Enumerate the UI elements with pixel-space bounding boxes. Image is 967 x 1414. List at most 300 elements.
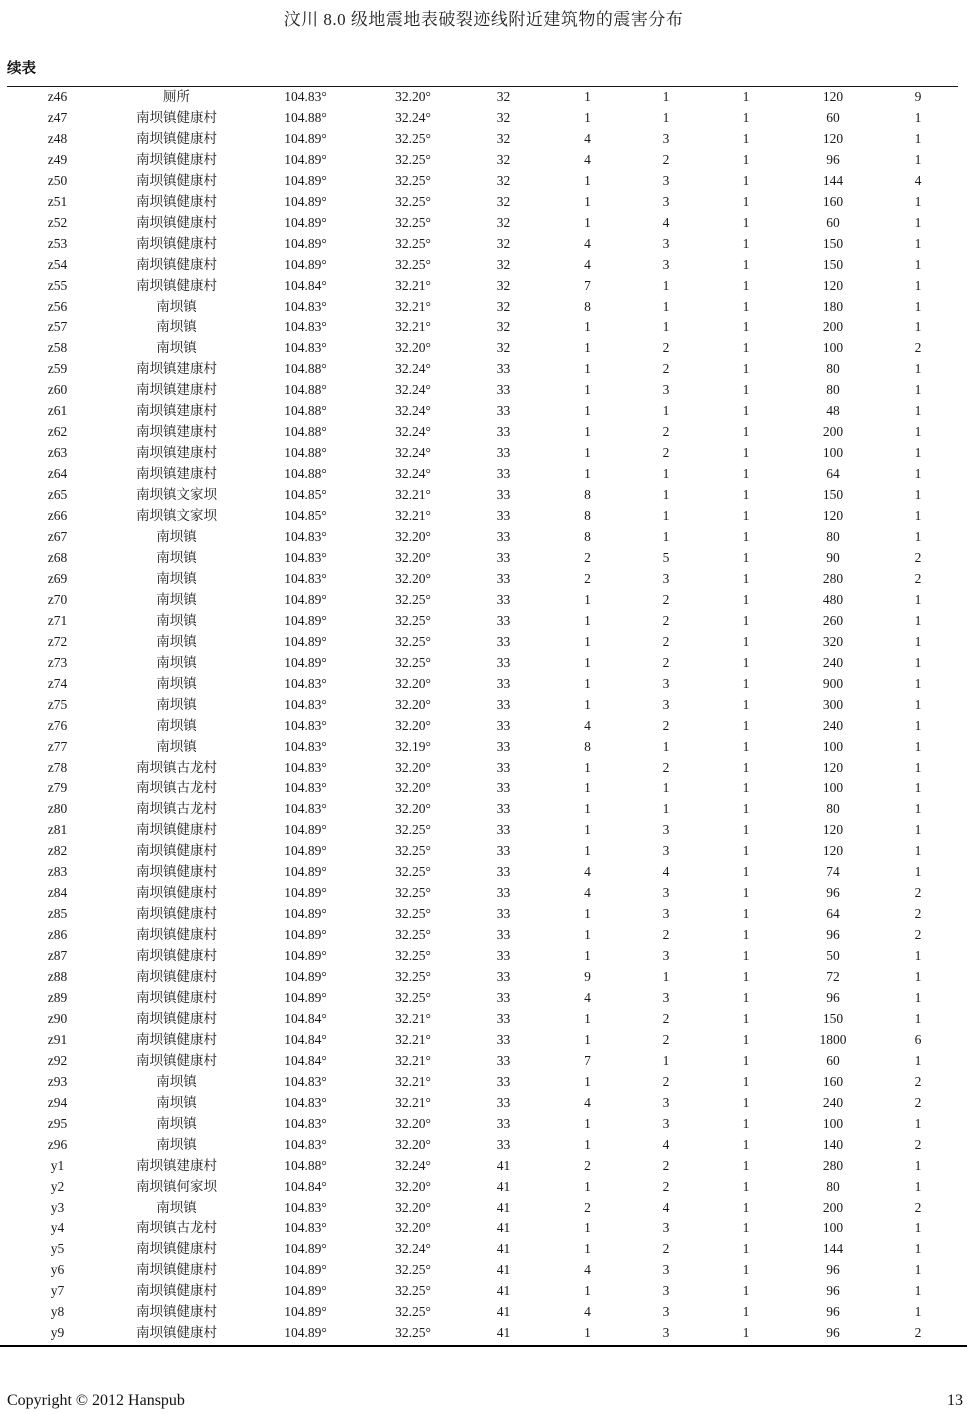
- table-cell: 1: [742, 214, 750, 230]
- table-cell: 104.83°: [284, 1073, 327, 1089]
- table-cell: 1: [914, 466, 922, 482]
- table-cell: 1: [914, 445, 922, 461]
- table-cell: 1: [914, 1220, 922, 1236]
- table-cell: 104.83°: [284, 675, 327, 691]
- table-cell: 144: [822, 1241, 844, 1257]
- table-cell: z94: [47, 1094, 68, 1110]
- table-cell: 80: [826, 382, 840, 398]
- table-cell: 33: [496, 801, 511, 817]
- table-cell: 南坝镇建康村: [136, 382, 217, 398]
- table-cell: 1: [742, 780, 750, 796]
- table-cell: 33: [496, 969, 511, 985]
- table-cell: 32.20°: [395, 340, 431, 356]
- table-cell: 1: [914, 654, 922, 670]
- table-cell: 1: [584, 633, 591, 649]
- table-cell: 32.24°: [395, 403, 431, 419]
- table-cell: 南坝镇健康村: [136, 864, 217, 880]
- table-cell: 1: [662, 801, 670, 817]
- table-row: [7, 799, 958, 820]
- table-cell: 33: [496, 822, 511, 838]
- table-cell: z83: [47, 864, 68, 880]
- table-cell: 2: [914, 570, 922, 586]
- table-cell: 104.83°: [284, 298, 327, 314]
- table-cell: 4: [584, 1094, 591, 1110]
- table-row: [7, 234, 958, 255]
- table-cell: 南坝镇健康村: [136, 1262, 217, 1278]
- table-cell: 32.25°: [395, 989, 431, 1005]
- footer-divider: [0, 1345, 967, 1347]
- table-cell: 1: [662, 969, 670, 985]
- table-cell: 2: [662, 1031, 670, 1047]
- table-row: [7, 1218, 958, 1239]
- table-cell: 1: [662, 403, 670, 419]
- table-cell: 104.83°: [284, 738, 327, 754]
- table-cell: 64: [826, 466, 840, 482]
- table-row: [7, 1051, 958, 1072]
- table-cell: 1: [914, 403, 922, 419]
- table-cell: 1: [742, 989, 750, 1005]
- table-cell: 南坝镇: [156, 1094, 197, 1110]
- table-cell: 32.20°: [395, 529, 431, 545]
- table-cell: 1: [584, 843, 591, 859]
- table-cell: 41: [496, 1262, 511, 1278]
- table-cell: 32.24°: [395, 424, 431, 440]
- table-cell: 1: [742, 487, 750, 503]
- table-cell: 南坝镇: [156, 591, 197, 607]
- table-cell: 90: [826, 549, 840, 565]
- table-cell: 32.24°: [395, 1241, 431, 1257]
- table-cell: 104.88°: [284, 445, 327, 461]
- table-cell: 1: [584, 1325, 591, 1341]
- table-cell: 1: [742, 1136, 750, 1152]
- table-cell: 1: [914, 675, 922, 691]
- table-cell: 72: [826, 969, 840, 985]
- table-cell: 南坝镇健康村: [136, 214, 217, 230]
- table-row: [7, 737, 958, 758]
- table-cell: 1: [662, 1052, 670, 1068]
- table-cell: 104.83°: [284, 319, 327, 335]
- table-cell: 7: [584, 1052, 591, 1068]
- table-cell: 2: [662, 1241, 670, 1257]
- table-cell: 1: [742, 591, 750, 607]
- table-cell: z95: [47, 1115, 68, 1131]
- table-cell: 32: [496, 319, 511, 335]
- table-cell: 100: [822, 780, 844, 796]
- table-cell: 33: [496, 382, 511, 398]
- table-cell: 1: [584, 801, 591, 817]
- table-cell: 32.20°: [395, 717, 431, 733]
- table-cell: 1: [584, 109, 591, 125]
- table-cell: 3: [662, 130, 670, 146]
- table-cell: 33: [496, 612, 511, 628]
- table-cell: 2: [662, 1010, 670, 1026]
- table-cell: 2: [662, 361, 670, 377]
- table-cell: 1: [742, 508, 750, 524]
- table-cell: z71: [47, 612, 68, 628]
- table-cell: 1: [914, 1241, 922, 1257]
- table-cell: 南坝镇: [156, 298, 197, 314]
- table-cell: 4: [914, 172, 922, 188]
- table-cell: 104.83°: [284, 340, 327, 356]
- table-cell: 南坝镇: [156, 717, 197, 733]
- table-cell: 33: [496, 1115, 511, 1131]
- table-cell: 厕所: [163, 89, 190, 104]
- table-cell: 1: [742, 361, 750, 377]
- table-cell: 南坝镇: [156, 1199, 197, 1215]
- table-cell: 32.25°: [395, 885, 431, 901]
- table-cell: 104.84°: [284, 1178, 327, 1194]
- table-cell: 8: [584, 298, 591, 314]
- table-cell: 104.89°: [284, 633, 327, 649]
- table-cell: 96: [826, 1304, 840, 1320]
- table-cell: 南坝镇古龙村: [136, 1220, 217, 1236]
- table-cell: 南坝镇: [156, 529, 197, 545]
- table-cell: 1: [742, 109, 750, 125]
- table-cell: 1: [584, 906, 591, 922]
- table-cell: 104.89°: [284, 989, 327, 1005]
- table-row: [7, 862, 958, 883]
- table-cell: 3: [662, 885, 670, 901]
- table-cell: 南坝镇古龙村: [136, 801, 217, 817]
- table-row: [7, 883, 958, 904]
- table-cell: 104.83°: [284, 570, 327, 586]
- page-footer: [0, 1392, 967, 1414]
- table-cell: 32.25°: [395, 612, 431, 628]
- table-cell: 33: [496, 654, 511, 670]
- table-cell: 50: [826, 948, 840, 964]
- table-row: [7, 87, 958, 108]
- table-cell: 32.20°: [395, 570, 431, 586]
- table-row: [7, 590, 958, 611]
- table-cell: 3: [662, 193, 670, 209]
- table-cell: 120: [822, 822, 844, 838]
- table-cell: 32.25°: [395, 172, 431, 188]
- table-cell: 104.88°: [284, 382, 327, 398]
- table-cell: 32.24°: [395, 109, 431, 125]
- table-cell: z46: [47, 89, 68, 104]
- table-cell: 1: [914, 1304, 922, 1320]
- table-row: [7, 527, 958, 548]
- table-cell: 南坝镇何家坝: [136, 1178, 217, 1194]
- table-cell: 32.25°: [395, 256, 431, 272]
- table-cell: 2: [914, 1325, 922, 1341]
- table-cell: 南坝镇健康村: [136, 130, 217, 146]
- table-row: [7, 716, 958, 737]
- table-cell: 1: [914, 633, 922, 649]
- table-cell: 1: [742, 1031, 750, 1047]
- table-cell: 104.89°: [284, 256, 327, 272]
- table-cell: 1: [584, 466, 591, 482]
- table-cell: 1: [742, 549, 750, 565]
- table-cell: 104.89°: [284, 1283, 327, 1299]
- table-row: [7, 1030, 958, 1051]
- table-row: [7, 192, 958, 213]
- table-cell: 32: [496, 235, 511, 251]
- table-cell: z55: [47, 277, 68, 293]
- table-cell: 104.83°: [284, 759, 327, 775]
- table-cell: 1: [914, 801, 922, 817]
- table-cell: 南坝镇古龙村: [136, 780, 217, 796]
- table-row: [7, 485, 958, 506]
- table-cell: 60: [826, 109, 840, 125]
- table-cell: 41: [496, 1199, 511, 1215]
- table-cell: z70: [47, 591, 68, 607]
- table-cell: 32.25°: [395, 654, 431, 670]
- table-cell: 4: [584, 885, 591, 901]
- table-cell: 1: [742, 675, 750, 691]
- table-cell: 1: [742, 696, 750, 712]
- table-cell: 32.24°: [395, 1157, 431, 1173]
- table-cell: 3: [662, 235, 670, 251]
- table-cell: z51: [47, 193, 68, 209]
- table-cell: 1: [742, 633, 750, 649]
- table-cell: 32.21°: [395, 1094, 431, 1110]
- table-cell: 3: [662, 948, 670, 964]
- table-cell: 1: [742, 445, 750, 461]
- table-cell: 240: [822, 717, 844, 733]
- table-cell: 1: [742, 1178, 750, 1194]
- table-row: [7, 380, 958, 401]
- table-cell: 104.89°: [284, 927, 327, 943]
- table-cell: 104.83°: [284, 89, 327, 104]
- table-cell: 32.25°: [395, 969, 431, 985]
- table-cell: 100: [822, 738, 844, 754]
- table-cell: z59: [47, 361, 68, 377]
- table-cell: 南坝镇: [156, 738, 197, 754]
- table-cell: 1: [742, 969, 750, 985]
- table-cell: 1: [584, 780, 591, 796]
- page-number: 13: [947, 1392, 963, 1409]
- table-cell: 1: [742, 885, 750, 901]
- table-cell: 120: [822, 843, 844, 859]
- table-cell: 1: [914, 1157, 922, 1173]
- table-cell: 1: [914, 717, 922, 733]
- table-cell: 33: [496, 780, 511, 796]
- table-cell: 33: [496, 1136, 511, 1152]
- table-cell: 4: [662, 214, 670, 230]
- table-cell: 104.88°: [284, 109, 327, 125]
- table-cell: 南坝镇文家坝: [136, 487, 217, 503]
- table-cell: 104.89°: [284, 1325, 327, 1341]
- table-row: [7, 1323, 958, 1344]
- table-cell: 1: [584, 612, 591, 628]
- table-cell: 1: [584, 193, 591, 209]
- table-cell: 2: [662, 445, 670, 461]
- table-cell: 1: [662, 780, 670, 796]
- table-cell: 1: [742, 654, 750, 670]
- table-cell: 1: [584, 1136, 591, 1152]
- table-cell: 1: [584, 403, 591, 419]
- table-row: [7, 653, 958, 674]
- table-cell: 1: [914, 759, 922, 775]
- table-cell: z87: [47, 948, 68, 964]
- table-cell: 2: [662, 612, 670, 628]
- table-cell: 320: [822, 633, 844, 649]
- table-cell: 南坝镇健康村: [136, 1031, 217, 1047]
- table-cell: 33: [496, 738, 511, 754]
- table-row: [7, 695, 958, 716]
- table-cell: 32.21°: [395, 1031, 431, 1047]
- table-cell: 1: [914, 319, 922, 335]
- table-cell: 32.25°: [395, 1325, 431, 1341]
- table-cell: 南坝镇: [156, 1115, 197, 1131]
- table-cell: 32: [496, 89, 511, 104]
- table-cell: 1: [584, 89, 591, 104]
- table-cell: 南坝镇健康村: [136, 969, 217, 985]
- table-cell: 1: [742, 843, 750, 859]
- table-cell: 南坝镇: [156, 675, 197, 691]
- table-cell: 1800: [819, 1031, 847, 1047]
- table-cell: 200: [822, 1199, 844, 1215]
- table-cell: z88: [47, 969, 68, 985]
- table-cell: 1: [914, 1283, 922, 1299]
- table-cell: 33: [496, 1052, 511, 1068]
- table-cell: 南坝镇建康村: [136, 1157, 217, 1173]
- table-cell: 104.89°: [284, 654, 327, 670]
- table-cell: 120: [822, 277, 844, 293]
- table-cell: 4: [584, 1304, 591, 1320]
- table-cell: 南坝镇健康村: [136, 1304, 217, 1320]
- table-cell: 104.89°: [284, 1241, 327, 1257]
- table-cell: 2: [914, 927, 922, 943]
- table-cell: 32.21°: [395, 1073, 431, 1089]
- table-cell: 32.25°: [395, 130, 431, 146]
- table-cell: z81: [47, 822, 68, 838]
- table-cell: 1: [914, 780, 922, 796]
- table-cell: 南坝镇健康村: [136, 989, 217, 1005]
- table-cell: z63: [47, 445, 68, 461]
- table-cell: 1: [914, 109, 922, 125]
- table-cell: 6: [914, 1031, 922, 1047]
- table-cell: 1: [914, 864, 922, 880]
- table-cell: 1: [584, 382, 591, 398]
- table-cell: y5: [50, 1241, 65, 1257]
- table-cell: 96: [826, 1262, 840, 1278]
- table-cell: z56: [47, 298, 68, 314]
- table-cell: 80: [826, 1178, 840, 1194]
- table-cell: 2: [662, 424, 670, 440]
- table-cell: 32.25°: [395, 1283, 431, 1299]
- table-cell: z66: [47, 508, 68, 524]
- table-cell: 104.83°: [284, 1115, 327, 1131]
- table-cell: 32.21°: [395, 1010, 431, 1026]
- table-cell: 104.83°: [284, 1220, 327, 1236]
- table-cell: 74: [826, 864, 840, 880]
- table-cell: 1: [914, 969, 922, 985]
- table-cell: 280: [822, 1157, 844, 1173]
- table-cell: 南坝镇健康村: [136, 1241, 217, 1257]
- table-cell: 33: [496, 696, 511, 712]
- table-cell: 4: [584, 717, 591, 733]
- table-cell: 1: [742, 948, 750, 964]
- table-cell: 2: [914, 906, 922, 922]
- table-cell: 1: [584, 214, 591, 230]
- table-cell: 1: [584, 822, 591, 838]
- table-cell: 1: [742, 1157, 750, 1173]
- table-cell: 144: [822, 172, 844, 188]
- table-cell: 1: [584, 445, 591, 461]
- table-cell: 41: [496, 1304, 511, 1320]
- table-row: [7, 925, 958, 946]
- table-cell: y4: [50, 1220, 65, 1236]
- table-row: [7, 611, 958, 632]
- table-cell: 1: [914, 948, 922, 964]
- table-cell: z72: [47, 633, 68, 649]
- table-cell: 33: [496, 1094, 511, 1110]
- table-cell: z82: [47, 843, 68, 859]
- table-cell: 1: [914, 989, 922, 1005]
- table-cell: 32.25°: [395, 948, 431, 964]
- table-cell: 32.21°: [395, 1052, 431, 1068]
- table-cell: 32: [496, 151, 511, 167]
- table-cell: 32.21°: [395, 508, 431, 524]
- table-cell: 32.20°: [395, 1136, 431, 1152]
- table-cell: 104.83°: [284, 529, 327, 545]
- table-row: [7, 1072, 958, 1093]
- table-cell: 32.25°: [395, 633, 431, 649]
- table-cell: 900: [822, 675, 844, 691]
- table-cell: z92: [47, 1052, 68, 1068]
- table-cell: y8: [50, 1304, 65, 1320]
- table-cell: 240: [822, 654, 844, 670]
- table-cell: z84: [47, 885, 68, 901]
- table-cell: 2: [914, 549, 922, 565]
- table-cell: 1: [742, 424, 750, 440]
- table-cell: 3: [662, 1304, 670, 1320]
- table-row: [7, 1177, 958, 1198]
- table-cell: 1: [914, 487, 922, 503]
- table-cell: 104.83°: [284, 801, 327, 817]
- table-cell: 1: [584, 1178, 591, 1194]
- table-cell: 2: [662, 1073, 670, 1089]
- table-cell: 南坝镇: [156, 340, 197, 356]
- table-cell: 32.25°: [395, 1304, 431, 1320]
- table-cell: 8: [584, 738, 591, 754]
- table-cell: 1: [742, 1199, 750, 1215]
- table-cell: 150: [822, 235, 844, 251]
- table-cell: 104.85°: [284, 508, 327, 524]
- table-cell: 1: [584, 948, 591, 964]
- table-cell: 104.83°: [284, 717, 327, 733]
- table-cell: 1: [584, 654, 591, 670]
- table-cell: z75: [47, 696, 68, 712]
- table-cell: 48: [826, 403, 840, 419]
- table-cell: 南坝镇健康村: [136, 109, 217, 125]
- table-row: [7, 967, 958, 988]
- table-cell: 32: [496, 298, 511, 314]
- table-cell: 1: [914, 508, 922, 524]
- table-cell: 南坝镇健康村: [136, 948, 217, 964]
- table-cell: 280: [822, 570, 844, 586]
- table-row: [7, 1114, 958, 1135]
- table-row: [7, 1198, 958, 1219]
- table-cell: z49: [47, 151, 68, 167]
- table-cell: 104.84°: [284, 1052, 327, 1068]
- table-cell: 4: [584, 235, 591, 251]
- table-cell: 33: [496, 466, 511, 482]
- table-cell: z47: [47, 109, 68, 125]
- table-cell: 104.83°: [284, 696, 327, 712]
- table-cell: z53: [47, 235, 68, 251]
- table-cell: 2: [662, 1157, 670, 1173]
- table-cell: 1: [914, 1115, 922, 1131]
- table-row: [7, 674, 958, 695]
- table-cell: 南坝镇健康村: [136, 1010, 217, 1026]
- table-cell: z74: [47, 675, 68, 691]
- table-cell: 1: [742, 717, 750, 733]
- table-cell: 33: [496, 570, 511, 586]
- table-cell: 1: [742, 1304, 750, 1320]
